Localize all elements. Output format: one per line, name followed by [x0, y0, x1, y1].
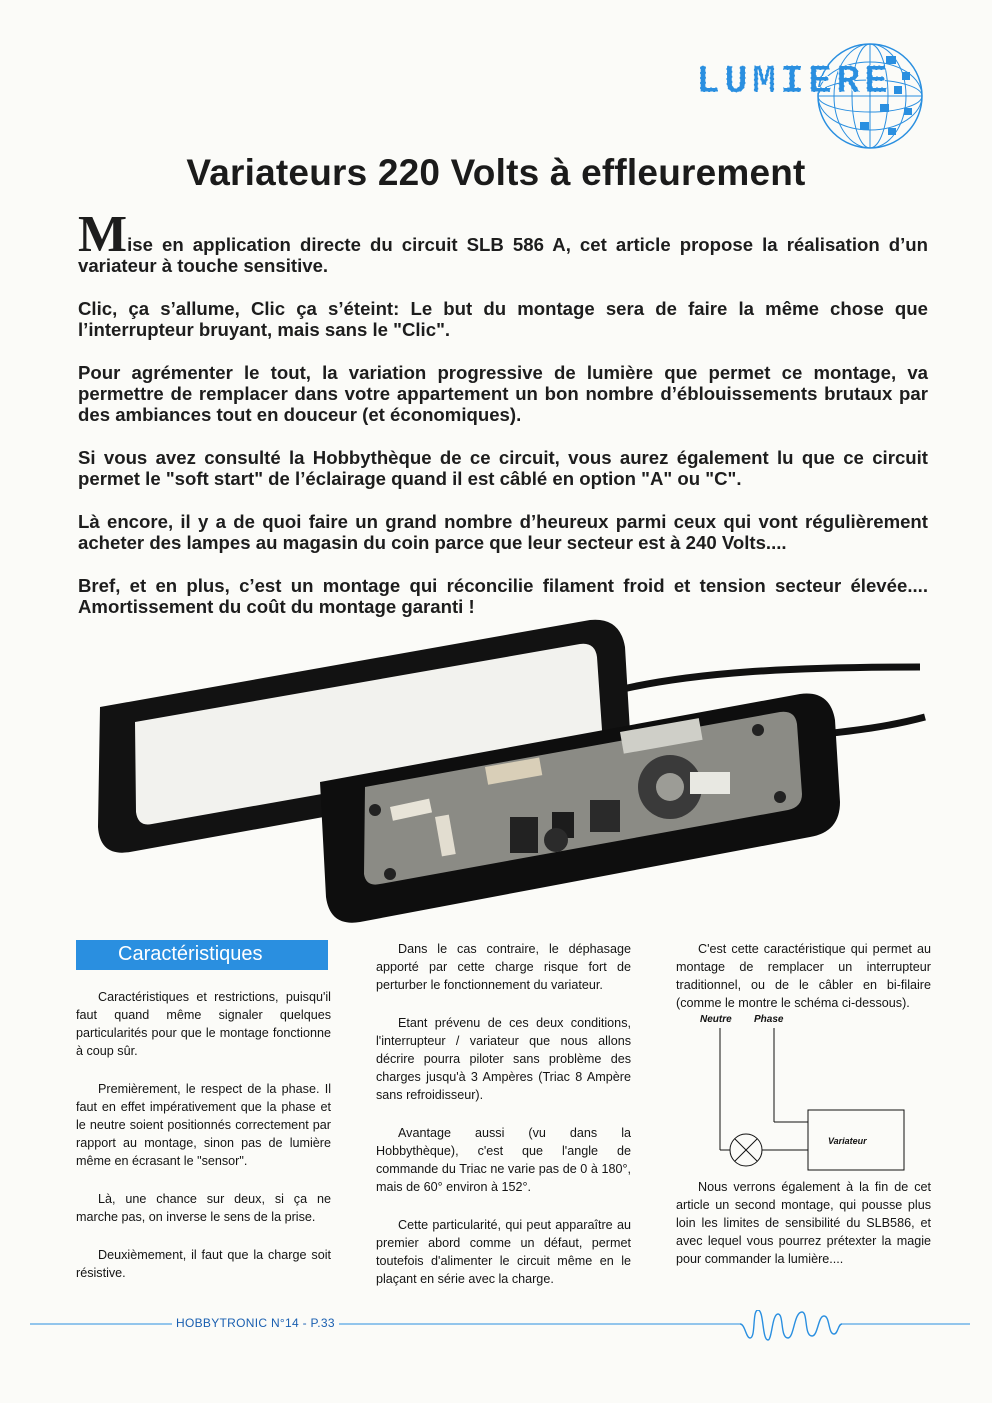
footer-rule — [30, 1310, 970, 1350]
col1-paragraph-3: Là, une chance sur deux, si ça ne marche pas, on inverse le sens de la prise. — [76, 1192, 331, 1224]
section-title-caracteristiques: Caractéristiques — [76, 940, 328, 970]
col1-paragraph-1: Caractéristiques et restrictions, puisqu'il faut quand même signaler quelques particularités pour que le montage fonctionne à coup sûr. — [76, 990, 331, 1058]
dimmer-photo — [90, 612, 930, 934]
col2-paragraph-3: Avantage aussi (vu dans la Hobbythèque), c'est que l'angle de commande du Triac ne varie pas de 0 à 180°, mais de 60° environ à 152°. — [376, 1126, 631, 1194]
logo-text: LUMIERE — [696, 60, 893, 105]
lamp-icon — [730, 1134, 762, 1166]
col3-paragraph-2: Nous verrons également à la fin de cet article un second montage, qui pousse plus loin les limites de sensibilité du SLB586, et avec lequel vous pourrez prétexter la magie pour commander la lumière.... — [676, 1180, 931, 1266]
page-title: Variateurs 220 Volts à effleurement — [186, 152, 806, 193]
intro-paragraph-4: Si vous avez consulté la Hobbythèque de ce circuit, vous aurez également lu que ce circuit permet le "soft start" de l’éclairage quand il est câblé en option "A" ou "C". — [78, 447, 928, 489]
intro-paragraph-1 — [78, 206, 928, 276]
schema-label-variateur: Variateur — [828, 1136, 867, 1146]
intro — [78, 206, 928, 639]
column-1 — [76, 940, 331, 1302]
column-2 — [376, 940, 631, 1308]
intro-p1-text: ise en application directe du circuit SLB 586 A, cet article propose la réalisation d’un variateur à touche sensitive. — [78, 234, 928, 276]
col2-paragraph-2: Etant prévenu de ces deux conditions, l'interrupteur / variateur que nous allons décrire pourra piloter sans problème des charges jusqu'à 3 Ampères (Triac 8 Ampère sans refroidisseur). — [376, 1016, 631, 1102]
signal-wave-icon — [740, 1310, 842, 1340]
col2-paragraph-1: Dans le cas contraire, le déphasage apporté par cette charge risque fort de perturber le fonctionnement du variateur. — [376, 942, 631, 992]
intro-paragraph-6: Bref, et en plus, c’est un montage qui réconcilie filament froid et tension secteur élevée.... Amortissement du coût du montage garanti ! — [78, 575, 928, 617]
intro-paragraph-2: Clic, ça s’allume, Clic ça s’éteint: Le but du montage sera de faire la même chose que l’interrupteur bruyant, mais sans le "Clic". — [78, 298, 928, 340]
intro-paragraph-3: Pour agrémenter le tout, la variation progressive de lumière que permet ce montage, va permettre de remplacer dans votre appartement un bon nombre d’éblouissements brutaux par des ambiances tout en douceur (et économiques). — [78, 362, 928, 425]
schema-label-phase: Phase — [754, 1014, 784, 1025]
schema-label-neutre: Neutre — [700, 1014, 732, 1025]
intro-paragraph-5: Là encore, il y a de quoi faire un grand nombre d’heureux parmi ceux qui vont régulièrement acheter des lampes au magasin du coin parce que leur secteur est à 240 Volts.... — [78, 511, 928, 553]
col1-paragraph-2: Premièrement, le respect de la phase. Il faut en effet impérativement que la phase et le neutre soient positionnés correctement par rapport au montage, sinon pas de lumière même en écrasant le "sensor". — [76, 1082, 331, 1168]
col2-paragraph-4: Cette particularité, qui peut apparaître au premier abord comme un défaut, permet toutefois d'alimenter le circuit même en le plaçant en série avec la charge. — [376, 1218, 631, 1286]
footer-page-label: HOBBYTRONIC N°14 - P.33 — [172, 1316, 339, 1330]
wiring-schema — [690, 1010, 930, 1185]
col3-paragraph-1: C'est cette caractéristique qui permet au montage de remplacer un interrupteur traditionnel, ou de le câbler en bi-filaire (comme le montre le schéma ci-dessous). — [676, 942, 931, 1010]
drop-cap: M — [78, 206, 128, 263]
lumiere-logo — [690, 38, 930, 158]
col1-paragraph-4: Deuxièmement, il faut que la charge soit résistive. — [76, 1248, 331, 1280]
